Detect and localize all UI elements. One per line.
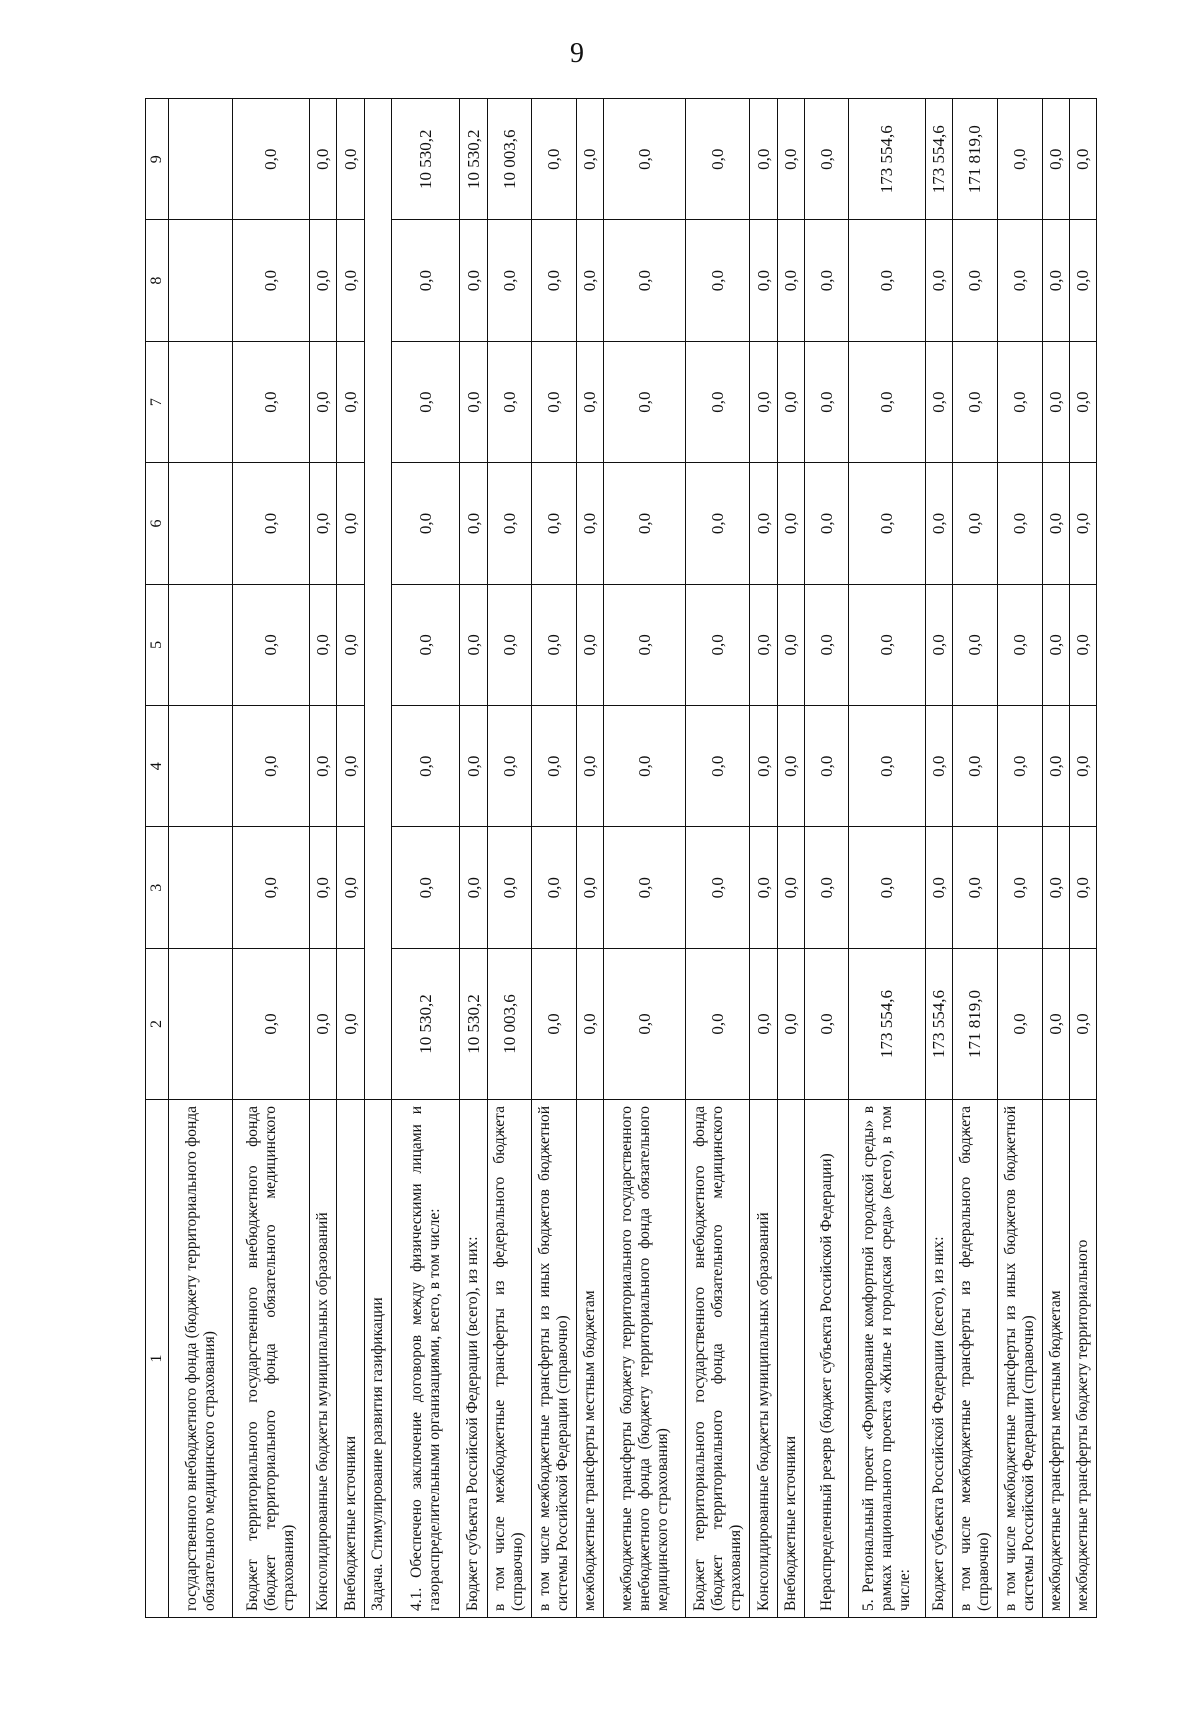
cell-col-5: 0,0 — [997, 584, 1042, 705]
cell-col-4: 0,0 — [1042, 706, 1069, 827]
cell-col-2: 173 554,6 — [925, 948, 952, 1099]
rotated-table-container — [145, 98, 1097, 1618]
cell-col-4: 0,0 — [576, 706, 603, 827]
cell-col-3: 0,0 — [309, 827, 336, 948]
table-row — [487, 99, 532, 1618]
cell-col-2: 0,0 — [532, 948, 577, 1099]
cell-col-7: 0,0 — [777, 341, 804, 462]
cell-col-2: 10 530,2 — [460, 948, 487, 1099]
cell-col-8: 0,0 — [460, 220, 487, 341]
cell-col-2: 0,0 — [777, 948, 804, 1099]
cell-col-7: 0,0 — [997, 341, 1042, 462]
cell-col-6: 0,0 — [686, 463, 750, 584]
cell-col-6: 0,0 — [460, 463, 487, 584]
cell-col-6: 0,0 — [233, 463, 310, 584]
cell-col-5 — [169, 584, 233, 705]
cell-col-3: 0,0 — [392, 827, 460, 948]
cell-col-8: 0,0 — [925, 220, 952, 341]
cell-col-7: 0,0 — [487, 341, 532, 462]
cell-col-9: 0,0 — [604, 99, 686, 220]
cell-col-9: 173 554,6 — [925, 99, 952, 220]
table-row — [532, 99, 577, 1618]
cell-col-5: 0,0 — [925, 584, 952, 705]
cell-col-6: 0,0 — [997, 463, 1042, 584]
cell-col-9: 0,0 — [777, 99, 804, 220]
column-header-9: 9 — [146, 99, 169, 220]
cell-col-3: 0,0 — [849, 827, 926, 948]
cell-col-2: 10 003,6 — [487, 948, 532, 1099]
header-row — [146, 99, 169, 1618]
table-row — [604, 99, 686, 1618]
cell-col-8: 0,0 — [953, 220, 998, 341]
row-label: межбюджетные трансферты бюджету территориального государственного внебюджетного фонда (бюджету территориального фонда обязательного медицинского страхования) — [604, 1099, 686, 1617]
cell-col-8: 0,0 — [337, 220, 364, 341]
table-row — [233, 99, 310, 1618]
cell-col-5: 0,0 — [309, 584, 336, 705]
cell-col-8: 0,0 — [686, 220, 750, 341]
cell-col-2: 0,0 — [686, 948, 750, 1099]
cell-col-5: 0,0 — [686, 584, 750, 705]
cell-col-3: 0,0 — [460, 827, 487, 948]
cell-col-6: 0,0 — [750, 463, 777, 584]
cell-col-7: 0,0 — [1042, 341, 1069, 462]
cell-col-6: 0,0 — [925, 463, 952, 584]
cell-col-5: 0,0 — [777, 584, 804, 705]
section-title: Задача. Стимулирование развития газификации — [364, 1099, 391, 1617]
cell-col-4: 0,0 — [604, 706, 686, 827]
cell-col-5: 0,0 — [1042, 584, 1069, 705]
cell-col-4: 0,0 — [460, 706, 487, 827]
column-header-4: 4 — [146, 706, 169, 827]
cell-col-3 — [169, 827, 233, 948]
cell-col-8: 0,0 — [233, 220, 310, 341]
cell-col-6 — [169, 463, 233, 584]
cell-col-6: 0,0 — [777, 463, 804, 584]
column-header-3: 3 — [146, 827, 169, 948]
table-row — [997, 99, 1042, 1618]
column-header-8: 8 — [146, 220, 169, 341]
cell-col-5: 0,0 — [604, 584, 686, 705]
column-header-5: 5 — [146, 584, 169, 705]
cell-col-3: 0,0 — [487, 827, 532, 948]
cell-col-8: 0,0 — [805, 220, 849, 341]
cell-col-5: 0,0 — [750, 584, 777, 705]
cell-col-4: 0,0 — [487, 706, 532, 827]
row-label: Бюджет территориального государственного внебюджетного фонда (бюджет территориального фонда обязательного медицинского страхования) — [686, 1099, 750, 1617]
cell-col-9: 0,0 — [997, 99, 1042, 220]
cell-col-7: 0,0 — [460, 341, 487, 462]
cell-col-6: 0,0 — [532, 463, 577, 584]
cell-col-2 — [169, 948, 233, 1099]
cell-col-4: 0,0 — [337, 706, 364, 827]
row-label: 4.1. Обеспечено заключение договоров между физическими лицами и газораспределительными организациями, всего, в том числе: — [392, 1099, 460, 1617]
cell-col-9 — [169, 99, 233, 220]
cell-col-9: 0,0 — [1042, 99, 1069, 220]
table-body — [169, 99, 1097, 1618]
cell-col-2: 0,0 — [604, 948, 686, 1099]
cell-col-9: 0,0 — [337, 99, 364, 220]
cell-col-5: 0,0 — [576, 584, 603, 705]
table-row — [460, 99, 487, 1618]
cell-col-2: 0,0 — [997, 948, 1042, 1099]
cell-col-2: 0,0 — [576, 948, 603, 1099]
cell-col-4: 0,0 — [392, 706, 460, 827]
cell-col-9: 0,0 — [309, 99, 336, 220]
cell-col-5: 0,0 — [532, 584, 577, 705]
column-header-7: 7 — [146, 341, 169, 462]
row-label: Нераспределенный резерв (бюджет субъекта Российской Федерации) — [805, 1099, 849, 1617]
row-label: Бюджет территориального государственного внебюджетного фонда (бюджет территориального фонда обязательного медицинского страхования) — [233, 1099, 310, 1617]
table-row — [309, 99, 336, 1618]
table-row — [1069, 99, 1096, 1618]
row-label: межбюджетные трансферты местным бюджетам — [1042, 1099, 1069, 1617]
cell-col-8: 0,0 — [750, 220, 777, 341]
cell-col-5: 0,0 — [805, 584, 849, 705]
table-row — [777, 99, 804, 1618]
cell-col-5: 0,0 — [953, 584, 998, 705]
cell-col-3: 0,0 — [750, 827, 777, 948]
cell-col-8: 0,0 — [576, 220, 603, 341]
cell-col-8: 0,0 — [487, 220, 532, 341]
cell-col-9: 0,0 — [532, 99, 577, 220]
cell-col-8: 0,0 — [997, 220, 1042, 341]
cell-col-8: 0,0 — [532, 220, 577, 341]
cell-col-2: 171 819,0 — [953, 948, 998, 1099]
cell-col-4: 0,0 — [849, 706, 926, 827]
cell-col-4: 0,0 — [953, 706, 998, 827]
budget-table — [145, 98, 1097, 1618]
cell-col-7: 0,0 — [532, 341, 577, 462]
cell-col-4: 0,0 — [233, 706, 310, 827]
cell-col-2: 0,0 — [233, 948, 310, 1099]
cell-col-2: 0,0 — [750, 948, 777, 1099]
cell-col-9: 0,0 — [805, 99, 849, 220]
cell-col-8: 0,0 — [1042, 220, 1069, 341]
cell-col-8 — [169, 220, 233, 341]
cell-col-3: 0,0 — [337, 827, 364, 948]
row-label: в том числе межбюджетные трансферты из федерального бюджета (справочно) — [487, 1099, 532, 1617]
cell-col-6: 0,0 — [576, 463, 603, 584]
cell-col-7: 0,0 — [576, 341, 603, 462]
cell-col-7: 0,0 — [849, 341, 926, 462]
column-header-2: 2 — [146, 948, 169, 1099]
cell-col-2: 0,0 — [337, 948, 364, 1099]
column-header-1: 1 — [146, 1099, 169, 1617]
page-number: 9 — [570, 38, 584, 69]
cell-col-9: 0,0 — [1069, 99, 1096, 220]
cell-col-4: 0,0 — [309, 706, 336, 827]
cell-col-9: 171 819,0 — [953, 99, 998, 220]
cell-col-9: 173 554,6 — [849, 99, 926, 220]
cell-col-6: 0,0 — [309, 463, 336, 584]
row-label: в том числе межбюджетные трансферты из федерального бюджета (справочно) — [953, 1099, 998, 1617]
cell-col-8: 0,0 — [777, 220, 804, 341]
cell-col-5: 0,0 — [487, 584, 532, 705]
cell-col-3: 0,0 — [997, 827, 1042, 948]
row-label: Внебюджетные источники — [777, 1099, 804, 1617]
cell-col-3: 0,0 — [604, 827, 686, 948]
cell-col-2: 0,0 — [805, 948, 849, 1099]
cell-col-9: 0,0 — [233, 99, 310, 220]
cell-col-5: 0,0 — [392, 584, 460, 705]
cell-col-7: 0,0 — [392, 341, 460, 462]
cell-col-3: 0,0 — [233, 827, 310, 948]
table-row — [1042, 99, 1069, 1618]
cell-col-3: 0,0 — [953, 827, 998, 948]
section-filler — [364, 99, 391, 1100]
cell-col-2: 10 530,2 — [392, 948, 460, 1099]
cell-col-6: 0,0 — [805, 463, 849, 584]
cell-col-3: 0,0 — [777, 827, 804, 948]
cell-col-9: 0,0 — [686, 99, 750, 220]
cell-col-4: 0,0 — [686, 706, 750, 827]
cell-col-4: 0,0 — [532, 706, 577, 827]
cell-col-6: 0,0 — [337, 463, 364, 584]
cell-col-6: 0,0 — [953, 463, 998, 584]
cell-col-4: 0,0 — [777, 706, 804, 827]
cell-col-6: 0,0 — [849, 463, 926, 584]
cell-col-2: 0,0 — [1042, 948, 1069, 1099]
cell-col-9: 10 530,2 — [460, 99, 487, 220]
table-row — [337, 99, 364, 1618]
cell-col-3: 0,0 — [805, 827, 849, 948]
cell-col-3: 0,0 — [576, 827, 603, 948]
section-row — [364, 99, 391, 1618]
cell-col-4 — [169, 706, 233, 827]
cell-col-5: 0,0 — [849, 584, 926, 705]
cell-col-9: 0,0 — [750, 99, 777, 220]
cell-col-5: 0,0 — [337, 584, 364, 705]
row-label: государственного внебюджетного фонда (бюджету территориального фонда обязательного медицинского страхования) — [169, 1099, 233, 1617]
cell-col-7: 0,0 — [805, 341, 849, 462]
table-row — [805, 99, 849, 1618]
cell-col-2: 0,0 — [309, 948, 336, 1099]
cell-col-4: 0,0 — [805, 706, 849, 827]
cell-col-4: 0,0 — [997, 706, 1042, 827]
cell-col-7: 0,0 — [925, 341, 952, 462]
row-label: Бюджет субъекта Российской Федерации (всего), из них: — [925, 1099, 952, 1617]
cell-col-9: 0,0 — [576, 99, 603, 220]
table-row — [925, 99, 952, 1618]
cell-col-7: 0,0 — [337, 341, 364, 462]
table-row — [686, 99, 750, 1618]
cell-col-8: 0,0 — [604, 220, 686, 341]
table-row — [392, 99, 460, 1618]
table-row — [849, 99, 926, 1618]
row-label: в том числе межбюджетные трансферты из иных бюджетов бюджетной системы Российской Федерации (справочно) — [997, 1099, 1042, 1617]
cell-col-8: 0,0 — [849, 220, 926, 341]
row-label: 5. Региональный проект «Формирование комфортной городской среды» в рамках национального проекта «Жилье и городская среда» (всего), в том числе: — [849, 1099, 926, 1617]
row-label: в том числе межбюджетные трансферты из иных бюджетов бюджетной системы Российской Федерации (справочно) — [532, 1099, 577, 1617]
cell-col-8: 0,0 — [392, 220, 460, 341]
cell-col-9: 10 530,2 — [392, 99, 460, 220]
cell-col-4: 0,0 — [750, 706, 777, 827]
cell-col-6: 0,0 — [1042, 463, 1069, 584]
cell-col-5: 0,0 — [233, 584, 310, 705]
row-label: межбюджетные трансферты местным бюджетам — [576, 1099, 603, 1617]
table-row — [169, 99, 233, 1618]
cell-col-6: 0,0 — [487, 463, 532, 584]
row-label: межбюджетные трансферты бюджету территориального — [1069, 1099, 1096, 1617]
cell-col-6: 0,0 — [1069, 463, 1096, 584]
cell-col-7: 0,0 — [233, 341, 310, 462]
table-row — [576, 99, 603, 1618]
cell-col-5: 0,0 — [460, 584, 487, 705]
cell-col-7: 0,0 — [604, 341, 686, 462]
cell-col-7: 0,0 — [1069, 341, 1096, 462]
row-label: Консолидированные бюджеты муниципальных образований — [309, 1099, 336, 1617]
cell-col-3: 0,0 — [1042, 827, 1069, 948]
cell-col-7: 0,0 — [953, 341, 998, 462]
cell-col-8: 0,0 — [1069, 220, 1096, 341]
cell-col-3: 0,0 — [925, 827, 952, 948]
cell-col-7: 0,0 — [686, 341, 750, 462]
row-label: Внебюджетные источники — [337, 1099, 364, 1617]
column-header-6: 6 — [146, 463, 169, 584]
cell-col-4: 0,0 — [925, 706, 952, 827]
cell-col-7: 0,0 — [309, 341, 336, 462]
cell-col-4: 0,0 — [1069, 706, 1096, 827]
table-row — [953, 99, 998, 1618]
cell-col-6: 0,0 — [392, 463, 460, 584]
cell-col-5: 0,0 — [1069, 584, 1096, 705]
row-label: Консолидированные бюджеты муниципальных образований — [750, 1099, 777, 1617]
cell-col-7 — [169, 341, 233, 462]
row-label: Бюджет субъекта Российской Федерации (всего), из них: — [460, 1099, 487, 1617]
cell-col-3: 0,0 — [532, 827, 577, 948]
cell-col-2: 0,0 — [1069, 948, 1096, 1099]
cell-col-6: 0,0 — [604, 463, 686, 584]
table-row — [750, 99, 777, 1618]
cell-col-2: 173 554,6 — [849, 948, 926, 1099]
cell-col-9: 10 003,6 — [487, 99, 532, 220]
cell-col-3: 0,0 — [686, 827, 750, 948]
cell-col-3: 0,0 — [1069, 827, 1096, 948]
cell-col-8: 0,0 — [309, 220, 336, 341]
cell-col-7: 0,0 — [750, 341, 777, 462]
